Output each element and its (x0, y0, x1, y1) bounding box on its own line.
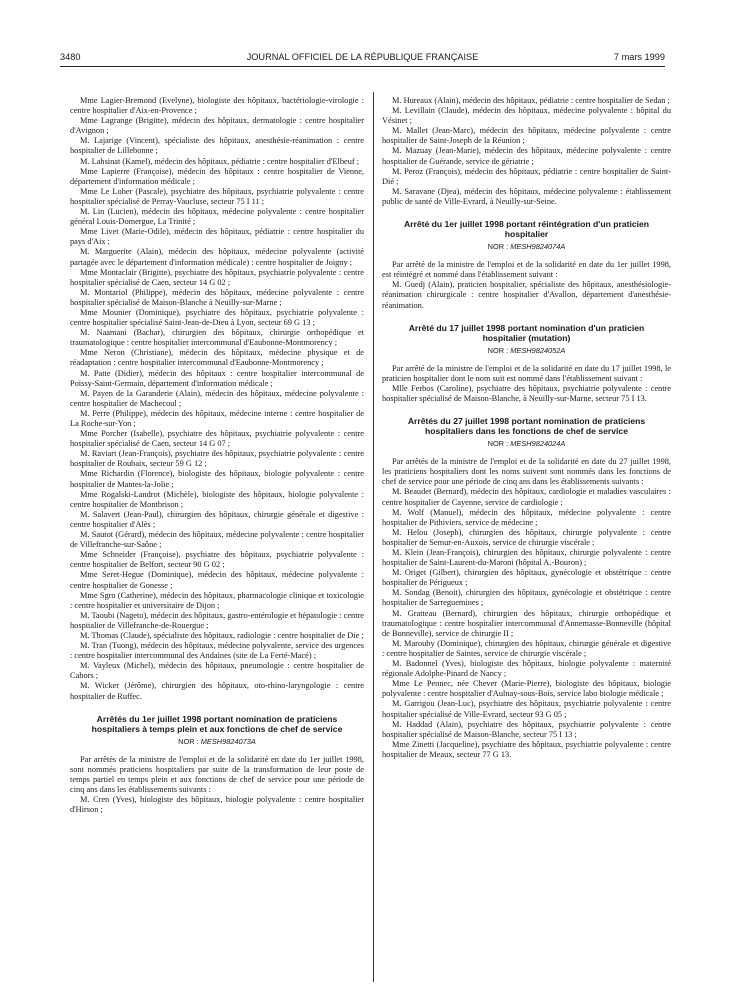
nomination-entry: Mme Mounier (Dominique), psychiatre des hôpitaux, psychiatrie polyvalente : centre hospitalier spécialisé Saint-Jean-de-Dieu à Lyon, secteur 69 G 13 ; (70, 307, 364, 328)
nor-label: NOR : (487, 439, 509, 449)
nomination-entry: M. Levillain (Claude), médecin des hôpitaux, médecine polyvalente : hôpital du Vésinet ; (382, 106, 671, 126)
arrete-intro: Par arrêtés de la ministre de l'emploi et de la solidarité en date du 1er juillet 1998, sont nommés praticiens hospitaliers par suite de la transformation de leur poste de temps partiel en temps plein et aux fonctions de chef de service pour une période de cinq ans dans les établissements suivants : (70, 754, 364, 794)
nomination-entry: Mme Montaclair (Brigitte), psychiatre des hôpitaux, psychiatrie polyvalente : centre hospitalier spécialisé de Caen, secteur 14 G 02 ; (70, 267, 364, 287)
nomination-entry: Mme Porcher (Isabelle), psychiatre des hôpitaux, psychiatrie polyvalente : centre hospitalier spécialisé de Caen, secteur 14 G 07 ; (70, 429, 364, 449)
nomination-entry: M. Marouby (Dominique), chirurgien des hôpitaux, chirurgie générale et digestive : centre hospitalier de Saintes, service de chirurgie viscérale ; (382, 638, 671, 658)
nomination-entry: M. Peroz (François), médecin des hôpitaux, pédiatrie : centre hospitalier de Saint-Dié ; (382, 166, 671, 186)
nor-code: MESH9824024A (510, 439, 566, 449)
nomination-entry: Mme Livet (Marie-Odile), médecin des hôpitaux, pédiatrie : centre hospitalier du pays d'Aix ; (70, 227, 364, 247)
journal-title: JOURNAL OFFICIEL DE LA RÉPUBLIQUE FRANÇAISE (246, 52, 479, 62)
nomination-entry: M. Origet (Gilbert), chirurgien des hôpitaux, gynécologie et obstétrique : centre hospitalier de Périgueux ; (382, 568, 671, 588)
nomination-entry: M. Lajarige (Vincent), spécialiste des hôpitaux, anesthésie-réanimation : centre hospitalier de Lillebonne ; (70, 136, 364, 156)
nomination-entry: M. Sautot (Gérard), médecin des hôpitaux, médecine polyvalente : centre hospitalier de Villefranche-sur-Saône ; (70, 530, 364, 550)
arrete-intro: Par arrêté de la ministre de l'emploi et de la solidarité en date du 17 juillet 1998, le praticien hospitalier dont le nom suit est nommé dans l'établissement suivant : (382, 363, 671, 383)
nomination-entry: M. Raviart (Jean-François), psychiatre des hôpitaux, psychiatrie polyvalente : centre hospitalier de Roubaix, secteur 59 G 12 ; (70, 449, 364, 469)
nomination-entry: M. Marguerite (Alain), médecin des hôpitaux, médecine polyvalente (activité partagée avec le département d'information médicale) : centre hospitalier de Joigny ; (70, 247, 364, 267)
nomination-entry: M. Thomas (Claude), spécialiste des hôpitaux, radiologie : centre hospitalier de Die ; (80, 630, 364, 640)
nomination-entry: M. Sondag (Benoit), chirurgien des hôpitaux, gynécologie et obstétrique : centre hospitalier de Sarreguemines ; (382, 588, 671, 608)
nomination-entry: M. Beaudet (Bernard), médecin des hôpitaux, cardiologie et maladies vasculaires : centre hospitalier de Cayenne, service de cardiologie ; (382, 487, 671, 507)
arrete-title: Arrêté du 1er juillet 1998 portant réintégration d'un praticien hospitalier (403, 219, 650, 240)
arrete-title: Arrêtés du 1er juillet 1998 portant nomination de praticiens hospitaliers à temps plein et aux fonctions de chef de service (91, 713, 343, 734)
nor-label: NOR : (487, 242, 509, 252)
nomination-entry: M. Montariol (Philippe), médecin des hôpitaux, médecine polyvalente : centre hospitalier spécialisé de Maison-Blanche à Neuilly-sur-Marne ; (70, 287, 364, 307)
nomination-entry: Mme Lagier-Bremond (Evelyne), biologiste des hôpitaux, bactériologie-virologie : centre hospitalier d'Aix-en-Provence ; (70, 96, 364, 116)
nomination-entry: M. Klein (Jean-François), chirurgien des hôpitaux, chirurgie polyvalente : centre hospitalier de Saint-Laurent-du-Maroni (hôpital A.-Bouron) ; (382, 548, 671, 568)
column-separator (373, 92, 374, 982)
nomination-entry: M. Tran (Tuong), médecin des hôpitaux, médecine polyvalente, service des urgences : centre hospitalier intercommunal des Andaines (site de La Ferté-Macé) ; (70, 641, 364, 661)
nomination-entry: M. Guedj (Alain), praticien hospitalier, spécialiste des hôpitaux, anesthésiologie-réanimation chirurgicale : centre hospitalier d'Avallon, département d'anesthésie-réanimation. (382, 280, 671, 310)
nomination-entry: M. Badonnel (Yves), biologiste des hôpitaux, biologie polyvalente : maternité régionale Adolphe-Pinard de Nancy ; (382, 659, 671, 679)
right-column (382, 96, 671, 760)
nomination-entry: Mme Lapierre (Françoise), médecin des hôpitaux : centre hospitalier de Vienne, département d'information médicale ; (70, 166, 364, 186)
issue-date: 7 mars 1999 (613, 52, 665, 62)
nomination-entry: M. Gratteau (Bernard), chirurgien des hôpitaux, chirurgie orthopédique et traumatologique : centre hospitalier intercommunal d'Annemasse-Bonneville (hôpital de Bonneville), service de chirurgie II ; (382, 608, 671, 638)
nomination-entry: Mme Le Pennec, née Chever (Marie-Pierre), biologiste des hôpitaux, biologie polyvalente : centre hospitalier d'Aulnay-sous-Bois, service labo biologie médicale ; (382, 679, 671, 699)
header-rule (60, 66, 665, 67)
left-column (70, 96, 364, 815)
nomination-entry: M. Cren (Yves), biologiste des hôpitaux, biologie polyvalente : centre hospitalier d'Hirson ; (70, 795, 364, 815)
arrete-title: Arrêtés du 27 juillet 1998 portant nomination de praticiens hospitaliers dans les fonctions de chef de service (407, 416, 646, 437)
nomination-entry: M. Helou (Joseph), chirurgien des hôpitaux, chirurgie polyvalente : centre hospitalier de Semur-en-Auxois, service de chirurgie viscérale ; (382, 527, 671, 547)
nomination-entry: Mme Zinetti (Jacqueline), psychiatre des hôpitaux, psychiatrie polyvalente : centre hospitalier de Meaux, secteur 77 G 13. (382, 739, 671, 759)
nor-code: MESH9824073A (200, 736, 256, 746)
nor-reference (70, 737, 364, 747)
nomination-entry: M. Naamani (Bachar), chirurgien des hôpitaux, chirurgie orthopédique et traumatologique : centre hospitalier intercommunal d'Eaubonne-Montmorency ; (70, 328, 364, 348)
nomination-entry: Mme Le Loher (Pascale), psychiatre des hôpitaux, psychiatrie polyvalente : centre hospitalier spécialisé de Perray-Vaucluse, secteur 75 I 11 ; (70, 186, 364, 206)
nor-reference (382, 439, 671, 449)
nomination-entry: M. Salavert (Jean-Paul), chirurgien des hôpitaux, chirurgie générale et digestive : centre hospitalier d'Alès ; (70, 509, 364, 529)
nomination-entry: Mme Lagrange (Brigitte), médecin des hôpitaux, dermatologie : centre hospitalier d'Avignon ; (70, 116, 364, 136)
nomination-entry: M. Perre (Philippe), médecin des hôpitaux, médecine interne : centre hospitalier de La Roche-sur-Yon ; (70, 408, 364, 428)
nomination-entry: Mlle Ferbos (Caroline), psychiatre des hôpitaux, psychiatrie polyvalente : centre hospitalier spécialisé de Maison-Blanche, à Neuilly-sur-Marne, secteur 75 I 13. (382, 383, 671, 403)
nomination-entry: Mme Sgro (Catherine), médecin des hôpitaux, pharmacologie clinique et toxicologie : centre hospitalier et universitaire de Dijon ; (70, 590, 364, 610)
nor-code: MESH9824052A (510, 345, 566, 355)
nor-label: NOR : (487, 345, 509, 355)
nor-label: NOR : (178, 736, 199, 746)
arrete-title: Arrêté du 17 juillet 1998 portant nomination d'un praticien hospitalier (mutation) (408, 322, 645, 343)
nomination-entry: M. Wicker (Jérôme), chirurgien des hôpitaux, oto-rhino-laryngologie : centre hospitalier de Ruffec. (70, 681, 364, 701)
nomination-entry: Mme Richardin (Florence), biologiste des hôpitaux, biologie polyvalente : centre hospitalier de Mantes-la-Jolie ; (70, 469, 364, 489)
nor-reference (382, 242, 671, 252)
nomination-entry: Mme Rogalski-Landrot (Michèle), biologiste des hôpitaux, biologie polyvalente : centre hospitalier de Montbrison ; (70, 489, 364, 509)
arrete-intro: Par arrêtés de la ministre de l'emploi et de la solidarité en date du 27 juillet 1998, les praticiens hospitaliers dont les noms suivent sont nommés dans les fonctions de chef de service pour une période de cinq ans dans les établissements suivants : (382, 457, 671, 487)
nomination-entry: M. Wolf (Manuel), médecin des hôpitaux, médecine polyvalente : centre hospitalier de Pithiviers, service de médecine ; (382, 507, 671, 527)
nomination-entry: M. Payen de la Garanderie (Alain), médecin des hôpitaux, médecine polyvalente : centre hospitalier de Machecoul ; (70, 388, 364, 408)
nor-reference (382, 346, 671, 356)
nomination-entry: M. Haddad (Alain), psychiatre des hôpitaux, psychiatrie polyvalente : centre hospitalier spécialisé de Maison-Blanche, secteur 75 I 13 ; (382, 719, 671, 739)
nomination-entry: Mme Schneider (Françoise), psychiatre des hôpitaux, psychiatrie polyvalente : centre hospitalier de Belfort, secteur 90 G 02 ; (70, 550, 364, 570)
nomination-entry: M. Vayleux (Michel), médecin des hôpitaux, pneumologie : centre hospitalier de Cahors ; (70, 661, 364, 681)
nomination-entry: M. Patte (Didier), médecin des hôpitaux : centre hospitalier intercommunal de Poissy-Saint-Germain, département d'information médicale ; (70, 368, 364, 388)
nomination-entry: M. Saravane (Djea), médecin des hôpitaux, médecine polyvalente : établissement public de santé de Ville-Evrard, à Neuilly-sur-Seine. (382, 186, 671, 206)
running-header (60, 52, 665, 66)
nomination-entry: M. Mazuay (Jean-Marie), médecin des hôpitaux, médecine polyvalente : centre hospitalier de Guérande, service de gériatrie ; (382, 146, 671, 166)
nomination-entry: Mme Seret-Hegue (Dominique), médecin des hôpitaux, médecine polyvalente : centre hospitalier de Gonesse ; (70, 570, 364, 590)
nomination-entry: M. Hureaux (Alain), médecin des hôpitaux, pédiatrie : centre hospitalier de Sedan ; (392, 96, 670, 105)
nomination-entry: M. Garrigou (Jean-Luc), psychiatre des hôpitaux, psychiatrie polyvalente : centre hospitalier spécialisé de Ville-Evrard, secteur 93 G 05 ; (382, 699, 671, 719)
nomination-entry: M. Taoubi (Nageto), médecin des hôpitaux, gastro-entérologie et hépatologie : centre hospitalier de Villefranche-de-Rouergue ; (70, 610, 365, 630)
arrete-intro: Par arrêté de la ministre de l'emploi et de la solidarité en date du 1er juillet 1998, est réintégré et nommé dans l'établissement suivant : (382, 260, 671, 280)
page-number: 3480 (60, 52, 81, 62)
nomination-entry: Mme Neron (Christiane), médecin des hôpitaux, médecine physique et de réadaptation : centre hospitalier intercommunal d'Eaubonne-Montmorency ; (70, 348, 364, 368)
nomination-entry: M. Lin (Lucien), médecin des hôpitaux, médecine polyvalente : centre hospitalier général Louis-Domergue, La Trinité ; (70, 207, 364, 227)
nomination-entry: M. Lahsinat (Kamel), médecin des hôpitaux, pédiatrie : centre hospitalier d'Elbeuf ; (80, 156, 360, 166)
nor-code: MESH9824074A (510, 242, 566, 252)
nomination-entry: M. Mallet (Jean-Marc), médecin des hôpitaux, médecine polyvalente : centre hospitalier de Saint-Joseph de la Réunion ; (382, 126, 671, 146)
